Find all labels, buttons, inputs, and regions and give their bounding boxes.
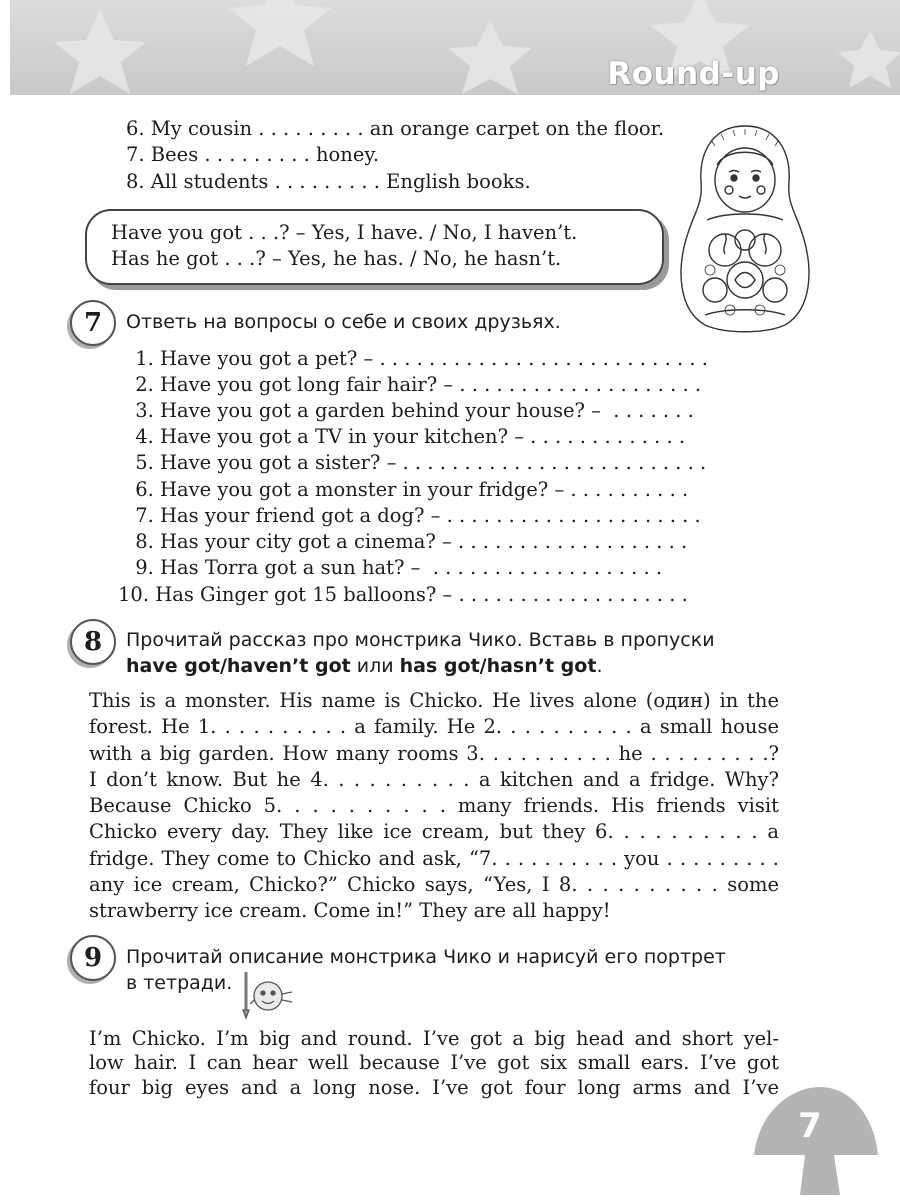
question-item: 7. Has your friend got a dog? – . . . . . . . . . . . . . . . . . . . . .: [129, 504, 701, 527]
story-line: I don’t know. But he 4. . . . . . . . . . a kitchen and a fridge. Why?: [89, 767, 779, 791]
header-band: [10, 0, 900, 95]
section-title: Round-up: [607, 56, 780, 92]
exercise-instruction: Прочитай описание монстрика Чико и нарисуй его портрет: [126, 946, 726, 968]
story-line: Chicko every day. They like ice cream, but they 6. . . . . . . . . . a: [89, 820, 779, 844]
grammar-line: Has he got . . .? – Yes, he has. / No, he hasn’t.: [111, 247, 562, 270]
description-line: four big eyes and a long nose. I’ve got four long arms and I’ve: [89, 1075, 779, 1099]
grammar-box: [85, 209, 664, 285]
story-line: fridge. They come to Chicko and ask, “7. . . . . . . . . . you . . . . . . . . .: [89, 846, 779, 870]
question-item: 6. Have you got a monster in your fridge? – . . . . . . . . . .: [129, 478, 689, 501]
question-item: 10. Has Ginger got 15 balloons? – . . . . . . . . . . . . . . . . . . .: [118, 583, 688, 606]
list-item: 6. My cousin . . . . . . . . . an orange carpet on the floor.: [126, 117, 665, 140]
question-item: 2. Have you got long fair hair? – . . . . . . . . . . . . . . . . . . . .: [129, 373, 702, 396]
page-number-mushroom: [750, 1085, 880, 1195]
grammar-form: have got/haven’t got: [126, 655, 351, 677]
exercise-instruction-line2: have got/haven’t got или has got/hasn’t got.: [126, 655, 603, 677]
question-item: 5. Have you got a sister? – . . . . . . . . . . . . . . . . . . . . . . . . .: [129, 451, 707, 474]
description-text: [89, 1027, 779, 1100]
page-number: 7: [798, 1106, 822, 1146]
exercise-instruction: Ответь на вопросы о себе и своих друзьях.: [126, 311, 561, 333]
exercise-number-badge: 7: [70, 300, 116, 346]
question-item: 1. Have you got a pet? – . . . . . . . . . . . . . . . . . . . . . . . . . . .: [129, 347, 708, 370]
list-item: 7. Bees . . . . . . . . . honey.: [126, 143, 380, 166]
question-item: 8. Has your city got a cinema? – . . . . . . . . . . . . . . . . . . .: [129, 530, 688, 553]
exercise-number-badge: 8: [70, 619, 116, 665]
matryoshka-illustration: [665, 120, 825, 335]
exercise-instruction: Прочитай рассказ про монстрика Чико. Вставь в пропуски: [126, 629, 715, 651]
grammar-form: has got/hasn’t got: [399, 655, 597, 677]
exercise-number-badge: 9: [70, 935, 116, 981]
story-line: This is a monster. His name is Chicko. He lives alone (один) in the: [89, 689, 779, 712]
description-line: low hair. I can hear well because I’ve got six small ears. I’ve got: [89, 1051, 779, 1075]
question-item: 9. Has Torra got a sun hat? – . . . . . . . . . . . . . . . . . . .: [129, 556, 663, 579]
exercise-instruction: в тетради.: [126, 972, 233, 994]
description-line: I’m Chicko. I’m big and round. I’ve got a big head and short yel-: [89, 1027, 779, 1050]
question-item: 4. Have you got a TV in your kitchen? – . . . . . . . . . . . . .: [129, 425, 686, 448]
drawing-pencil-icon: [238, 970, 298, 1020]
story-line: Because Chicko 5. . . . . . . . . . many friends. His friends visit: [89, 794, 779, 818]
list-item: 8. All students . . . . . . . . . English books.: [126, 170, 531, 193]
story-line: forest. He 1. . . . . . . . . . a family. He 2. . . . . . . . . . a small house: [89, 715, 779, 739]
grammar-line: Have you got . . .? – Yes, I have. / No, I haven’t.: [111, 221, 578, 244]
story-line: any ice cream, Chicko?” Chicko says, “Yes, I 8. . . . . . . . . . some: [89, 873, 779, 897]
story-line: with a big garden. How many rooms 3. . . . . . . . . . he . . . . . . . . .?: [89, 741, 779, 765]
question-item: 3. Have you got a garden behind your house? – . . . . . . .: [129, 399, 694, 422]
story-line: strawberry ice cream. Come in!” They are all happy!: [89, 899, 611, 923]
story-text: [89, 688, 779, 925]
